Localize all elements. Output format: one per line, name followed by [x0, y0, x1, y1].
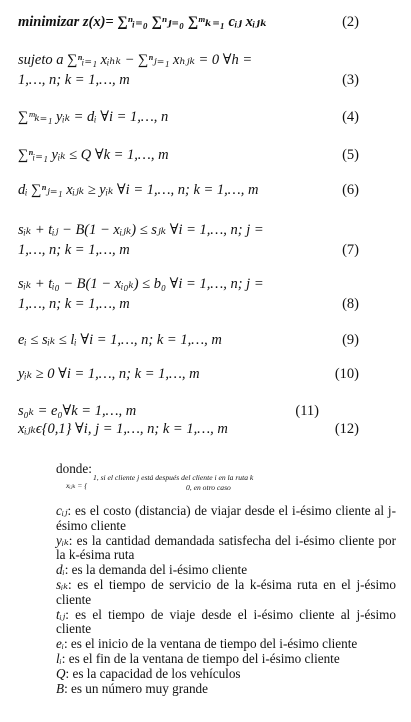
- equation-3-line1: [18, 50, 373, 70]
- equation-text: 1,…, n; k = 1,…, m: [18, 296, 130, 312]
- equation-number: (3): [342, 72, 359, 88]
- equation-number: (8): [342, 296, 359, 312]
- equation-7-line2: [18, 240, 373, 260]
- definition-text: : es la cantidad demandada satisfecha del i-ésimo cliente por la k-ésima ruta: [56, 532, 396, 563]
- definition-t: [56, 608, 396, 638]
- equation-3-line2: [18, 70, 373, 90]
- equation-text: 1,…, n; k = 1,…, m: [18, 242, 130, 258]
- definition-s: [56, 578, 396, 608]
- definition-d: [56, 563, 396, 578]
- equation-8-line1: [18, 274, 373, 294]
- equation-5: [18, 145, 373, 165]
- equation-text: ∑ᵐₖ₌₁ yᵢₖ = dᵢ ∀i = 1,…, n: [18, 109, 169, 125]
- definition-symbol: lᵢ: [56, 650, 62, 666]
- definition-c: [56, 504, 396, 534]
- definition-symbol: B: [56, 680, 65, 696]
- equation-number: (10): [334, 366, 359, 382]
- definition-text: : es el tiempo de viaje desde el i-ésimo cliente al j-ésimo cliente: [56, 606, 396, 637]
- definition-text: : es el tiempo de servicio de la k-ésima ruta en el j-ésimo cliente: [56, 576, 396, 607]
- equation-number: (2): [342, 14, 359, 30]
- piecewise-lhs: xᵢⱼₖ = {: [66, 481, 88, 490]
- definition-l: [56, 652, 396, 667]
- definition-y: [56, 534, 396, 564]
- definition-e: [56, 637, 396, 652]
- definition-symbol: yᵢₖ: [56, 532, 69, 548]
- equation-text: ∑ⁿᵢ₌₁ yᵢₖ ≤ Q ∀k = 1,…, m: [18, 147, 169, 163]
- equation-4: [18, 107, 373, 127]
- definition-text: : es la demanda del i-ésimo cliente: [64, 562, 248, 578]
- equation-text: s₀ₖ = e₀∀k = 1,…, m: [18, 403, 137, 419]
- equation-text: sᵢₖ + tᵢ₀ − B(1 − xᵢ₀ₖ) ≤ b₀ ∀i = 1,…, n; j =: [18, 276, 264, 292]
- donde-label: donde:: [56, 461, 92, 476]
- definition-q: [56, 667, 396, 682]
- definition-symbol: tᵢⱼ: [56, 606, 66, 622]
- definition-symbol: eᵢ: [56, 636, 64, 652]
- equation-text: 1,…, n; k = 1,…, m: [18, 72, 130, 88]
- equation-9: [18, 330, 373, 350]
- equation-number: (7): [342, 242, 359, 258]
- equation-text: minimizar z(x)= ∑ⁿᵢ₌₀ ∑ⁿⱼ₌₀ ∑ᵐₖ₌₁ cᵢⱼ xᵢⱼₖ: [18, 14, 268, 30]
- definition-text: : es la capacidad de los vehículos: [65, 665, 241, 681]
- definition-text: : es el fin de la ventana de tiempo del i-ésimo cliente: [61, 650, 340, 666]
- definition-text: : es un número muy grande: [64, 680, 208, 696]
- definition-symbol: sᵢₖ: [56, 576, 69, 592]
- equation-11: [18, 401, 373, 421]
- equation-number: (5): [342, 147, 359, 163]
- equation-number: (11): [295, 403, 319, 419]
- equation-text: xᵢⱼₖϵ{0,1} ∀i, j = 1,…, n; k = 1,…, m: [18, 421, 228, 437]
- definition-text: : es el costo (distancia) de viajar desde el i-ésimo cliente al j-ésimo cliente: [56, 503, 396, 533]
- equation-text: yᵢₖ ≥ 0 ∀i = 1,…, n; k = 1,…, m: [18, 366, 200, 382]
- equation-2: [18, 12, 373, 32]
- equation-8-line2: [18, 294, 373, 314]
- definition-text: : es el inicio de la ventana de tiempo del i-ésimo cliente: [63, 636, 358, 652]
- definition-symbol: cᵢⱼ: [56, 503, 68, 518]
- equation-number: (4): [342, 109, 359, 125]
- equation-number: (9): [342, 332, 359, 348]
- equation-text: sujeto a ∑ⁿᵢ₌₁ xᵢₕₖ − ∑ⁿⱼ₌₁ xₕⱼₖ = 0 ∀h =: [18, 52, 253, 68]
- equation-text: dᵢ ∑ⁿⱼ₌₁ xᵢⱼₖ ≥ yᵢₖ ∀i = 1,…, n; k = 1,…, m: [18, 182, 259, 198]
- equation-text: sᵢₖ + tᵢⱼ − B(1 − xᵢⱼₖ) ≤ sⱼₖ ∀i = 1,…, n; j =: [18, 222, 264, 238]
- equation-number: (12): [334, 421, 359, 437]
- equation-number: (6): [342, 182, 359, 198]
- equation-10: [18, 364, 373, 384]
- equation-7-line1: [18, 220, 373, 240]
- definitions-list: [56, 504, 396, 696]
- piecewise-case-1: 1, si el cliente j está después del cliente i en la ruta k: [93, 473, 254, 482]
- piecewise-case-2: 0, en otro caso: [186, 483, 231, 492]
- definition-symbol: dᵢ: [56, 562, 65, 578]
- equation-6: [18, 180, 373, 200]
- definition-b: [56, 682, 396, 697]
- equation-text: eᵢ ≤ sᵢₖ ≤ lᵢ ∀i = 1,…, n; k = 1,…, m: [18, 332, 222, 348]
- definition-symbol: Q: [56, 665, 66, 681]
- equation-12: [18, 419, 373, 439]
